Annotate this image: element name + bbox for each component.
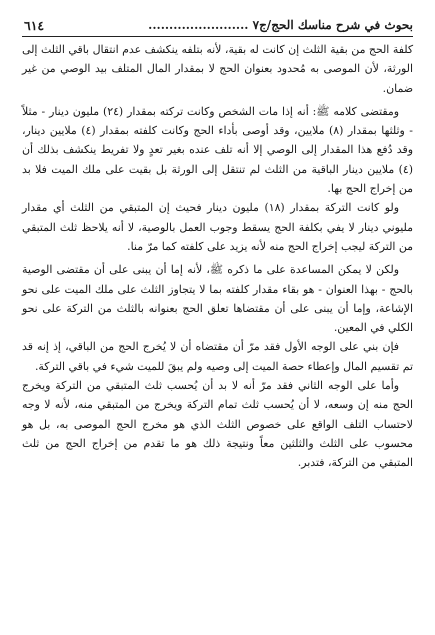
paragraph-3: ولو كانت التركة بمقدار (١٨) مليون دينار فحيث إن المتبقي من الثلث أي مقدار مليوني دينار لا يفي بكلفة الحج يسقط وجوب العمل بالوصية، لا أنه يلاحظ ثلث المتبقي من التركة ليجب إخراج الحج منه لأنه يزيد على كلفته كما مرّ منا. (22, 201, 413, 253)
page-header (24, 14, 413, 36)
header-divider (22, 36, 413, 37)
running-title: بحوث في شرح مناسك الحج/ج٧ ........................ (148, 18, 413, 32)
paragraph-1: كلفة الحج من بقية الثلث إن كانت له بقية، لأنه بتلفه ينكشف عدم انتقال باقي الثلث إلى الورثة، لأن الموصى به مُحدود بعنوان الحج لا بمقدار المال المتلف بيد الوصي من غير ضمان. (22, 43, 413, 95)
paragraph-4: ولكن لا يمكن المساعدة على ما ذكره ﷺ، لأنه إما أن يبنى على أن مقتضى الوصية بالحج - بهذا العنوان - هو بقاء مقدار كلفته بما لا يتجاوز الثلث على ملك الميت على نحو الإشاعة، وإما أن يبنى على أن مقتضاها تعلق الحج بعنوانه بالثلث من التركة على نحو الكلي في المعين. (22, 263, 413, 335)
paragraph-5: فإن بني على الوجه الأول فقد مرّ أن مقتضاه أن لا يُخرج الحج من الباقي، إذ إنه قد تم تقسيم المال وإعطاء حصة الميت إلى وصيه ولم يبقَ للميت شيء في باقي التركة. (22, 340, 413, 373)
paragraph-6: وأما على الوجه الثاني فقد مرّ أنه لا بد أن يُحسب ثلث المتبقي من التركة ويخرج الحج منه إن وسعه، لا أن يُحسب ثلث تمام التركة ويخرج من المتبقي منه، لأنه لا وجه لاحتساب التلف الواقع على خصوص الثلث الذي هو مخرج الحج الموصى به، بل هو محسوب على الثلث والثلثين معاً ونتيجة ذلك هو ما تقدم من إخراج الحج من ثلث المتبقي من التركة، فتدبر. (22, 379, 413, 470)
paragraph-2: ومقتضى كلامه ﷺ: أنه إذا مات الشخص وكانت تركته بمقدار (٢٤) مليون دينار - مثلاً - وثلثها بمقدار (٨) ملايين، وقد أوصى بأداء الحج وكانت كلفته بمقدار (٤) ملايين دينار، وقد دُفع هذا المقدار إلى الوصي إلا أنه تلف عنده بغير تعدٍ ولا تفريط ينكشف بذلك أن (٤) ملايين دينار الباقية من الثلث لم تنتقل إلى الورثة بل بقيت على ملك الميت فلا بد من إخراج الحج بها. (22, 104, 413, 196)
page-body (22, 40, 413, 473)
page-number: ٦١٤ (24, 17, 45, 33)
